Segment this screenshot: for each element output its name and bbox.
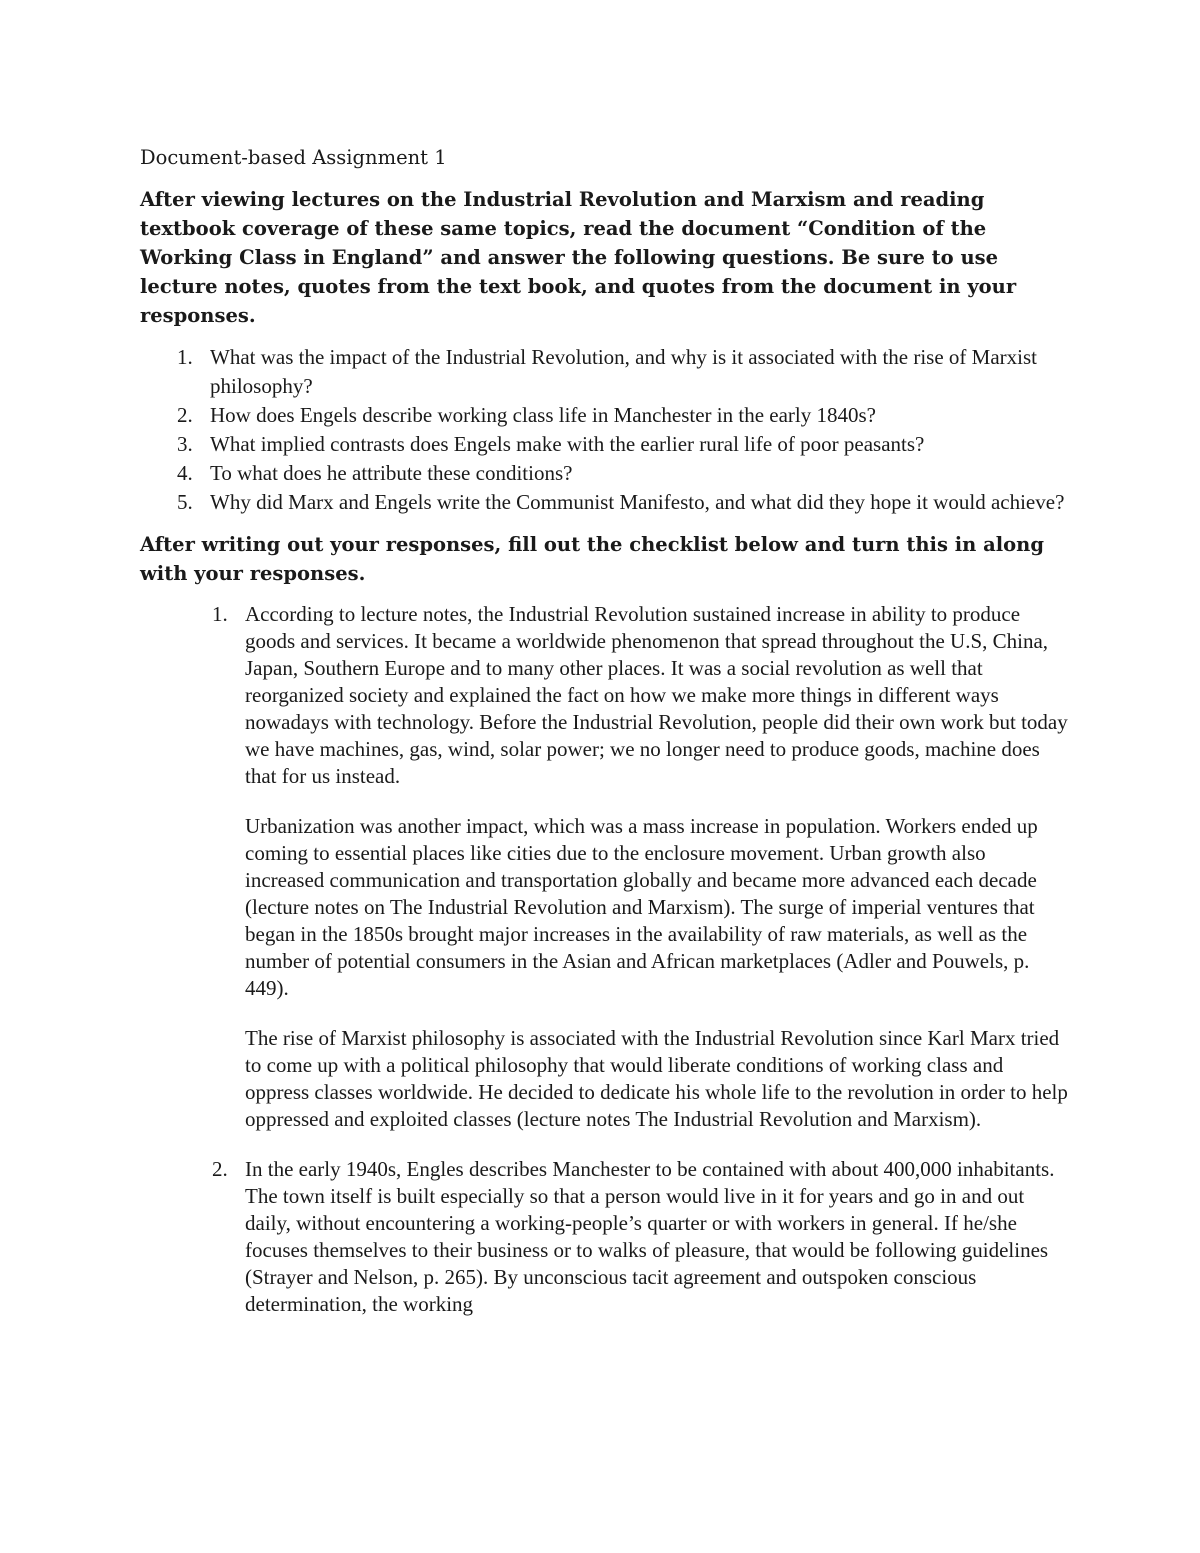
response-paragraph: Urbanization was another impact, which was a mass increase in population. Workers ended up coming to essential places like cities due to the enclosure movement. Urban growth also increased communication and transportation globally and became more advanced each decade (lecture notes on The Industrial Revolution and Marxism). The surge of imperial ventures that began in the 1850s brought major increases in the availability of raw materials, as well as the number of potential consumers in the Asian and African marketplaces (Adler and Pouwels, p. 449). (245, 814, 1038, 1000)
response-paragraph: According to lecture notes, the Industrial Revolution sustained increase in ability to produce goods and services. It became a worldwide phenomenon that spread throughout the U.S, China, Japan, Southern Europe and to many other places. It was a social revolution as well that reorganized society and explained the fact on how we make more things in different ways nowadays with technology. Before the Industrial Revolution, people did their own work but today we have machines, gas, wind, solar power; we no longer need to produce goods, machine does that for us instead. (245, 602, 1068, 788)
response-item (140, 1156, 1070, 1318)
checklist-instructions: After writing out your responses, fill out the checklist below and turn this in along with your responses. (140, 533, 1044, 585)
question-text: What implied contrasts does Engels make with the earlier rural life of poor peasants? (210, 432, 925, 456)
response-paragraph: In the early 1940s, Engles describes Manchester to be contained with about 400,000 inhabitants. The town itself is built especially so that a person would live in it for years and go in and out daily, without encountering a working-people’s quarter or with workers in general. If he/she focuses themselves to their business or to walks of pleasure, that would be following guidelines (Strayer and Nelson, p. 265). By unconscious tacit agreement and outspoken conscious determination, the working (245, 1157, 1055, 1316)
question-item (140, 459, 1070, 488)
document-title: Document-based Assignment 1 (140, 146, 447, 169)
response-number: 1. (212, 602, 228, 626)
question-item (140, 488, 1070, 517)
question-item (140, 343, 1070, 401)
response-number: 2. (212, 1157, 228, 1181)
question-text: To what does he attribute these conditions? (210, 461, 573, 485)
responses-list (140, 601, 1070, 1318)
assignment-instructions: After viewing lectures on the Industrial Revolution and Marxism and reading textbook coverage of these same topics, read the document “Condition of the Working Class in England” and answer the following questions. Be sure to use lecture notes, quotes from the text book, and quotes from the document in your responses. (140, 188, 1017, 327)
question-item (140, 401, 1070, 430)
question-number: 3. (177, 432, 193, 456)
question-text: What was the impact of the Industrial Revolution, and why is it associated with the rise of Marxist philosophy? (210, 345, 1037, 398)
questions-list (140, 343, 1070, 517)
question-text: How does Engels describe working class life in Manchester in the early 1840s? (210, 403, 876, 427)
document-body (140, 143, 1070, 1341)
question-number: 2. (177, 403, 193, 427)
response-item (140, 601, 1070, 1133)
question-item (140, 430, 1070, 459)
question-number: 4. (177, 461, 193, 485)
response-paragraph: The rise of Marxist philosophy is associated with the Industrial Revolution since Karl Marx tried to come up with a political philosophy that would liberate conditions of working class and oppress classes worldwide. He decided to dedicate his whole life to the revolution in order to help oppressed and exploited classes (lecture notes The Industrial Revolution and Marxism). (245, 1026, 1068, 1131)
question-number: 5. (177, 490, 193, 514)
question-number: 1. (177, 345, 193, 369)
question-text: Why did Marx and Engels write the Communist Manifesto, and what did they hope it would achieve? (210, 490, 1065, 514)
